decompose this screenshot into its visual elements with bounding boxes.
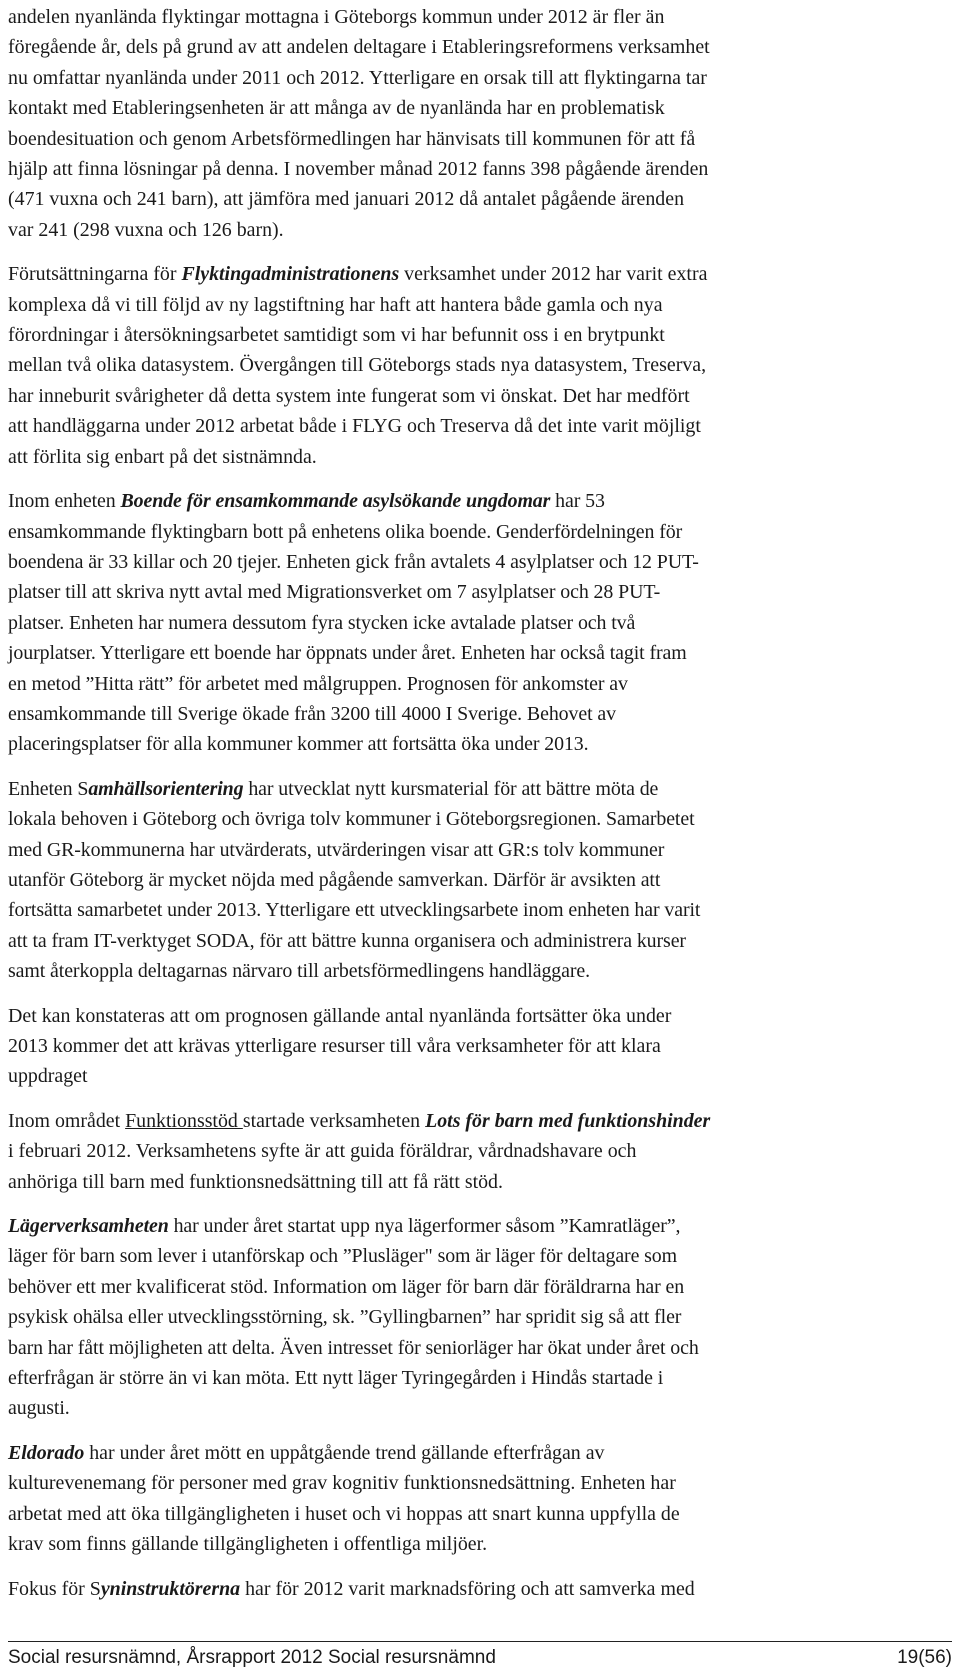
document-body: [8, 2, 952, 1618]
paragraph-text: har för 2012 varit marknadsföring och att samverka med: [240, 1577, 695, 1600]
paragraph-flyktingadministration: [8, 259, 952, 472]
unit-name-emphasis: Lots för barn med funktionshinder: [425, 1109, 711, 1132]
paragraph-prognos: [8, 1001, 952, 1092]
paragraph-text: Inom enheten: [8, 490, 121, 513]
paragraph-syninstruktorerna: [8, 1574, 952, 1604]
paragraph-text: har 53 ensamkommande flyktingbarn bott på enhetens olika boende. Genderfördelningen för boendena är 33 killar och 20 tjejer. Enheten gick från avtalets 4 asylplatser och 12 PUT- platser till att skriva nytt avtal med Migrationsverket om 7 asylplatser och 28 PUT- platser. Enheten har numera dessutom fyra stycken icke avtalade platser och två jourplatser. Ytterligare ett boende har öppnats under året. Enheten har också tagit fram en metod ”Hitta rätt” för arbetet med målgruppen. Prognosen för ankomster av ensamkommande till Sverige ökade från 3200 till 4000 I Sverige. Behovet av placeringsplatser för alla kommuner kommer att fortsätta öka under 2013.: [8, 490, 699, 756]
footer-page-number: 19(56): [897, 1647, 952, 1668]
paragraph-text: i februari 2012. Verksamhetens syfte är att guida föräldrar, vårdnadshavare och anhöriga till barn med funktionsnedsättning till att få rätt stöd.: [8, 1140, 637, 1193]
area-name-underlined: Funktionsstöd: [125, 1109, 243, 1132]
unit-name-emphasis: yninstruktörerna: [100, 1577, 241, 1600]
unit-name-emphasis: amhällsorientering: [88, 777, 244, 800]
paragraph-text: Förutsättningarna för: [8, 263, 182, 286]
paragraph-eldorado: [8, 1438, 952, 1560]
paragraph-etablering-text: andelen nyanlända flyktingar mottagna i Göteborgs kommun under 2012 är fler än föregående år, dels på grund av att andelen deltagare i Etableringsreformens verksamhet nu omfattar nyanlända under 2011 och 2012. Ytterligare en orsak till att flyktingarna tar kontakt med Etableringsenheten är att många av de nyanlända har en problematisk boendesituation och genom Arbetsförmedlingen har hänvisats till kommunen för att få hjälp att finna lösningar på denna. I november månad 2012 fanns 398 pågående ärenden (471 vuxna och 241 barn), att jämföra med januari 2012 då antalet pågående ärenden var 241 (298 vuxna och 126 barn).: [8, 6, 710, 241]
paragraph-text: startade verksamheten: [242, 1109, 426, 1132]
paragraph-text: har utvecklat nytt kursmaterial för att bättre möta de lokala behoven i Göteborg och övriga tolv kommuner i Göteborgsregionen. Samarbetet med GR-kommunerna har utvärderats, utvärderingen visar att GR:s tolv kommuner utanför Göteborg är mycket nöjda med pågående samverkan. Därför är avsikten att fortsätta samarbetet under 2013. Ytterligare ett utvecklingsarbete inom enheten har varit att ta fram IT-verktyget SODA, för att bättre kunna organisera och administrera kurser samt återkoppla deltagarnas närvaro till arbetsförmedlingens handläggare.: [8, 777, 701, 983]
paragraph-text: har under året mött en uppåtgående trend gällande efterfrågan av kulturevenemang för personer med grav kognitiv funktionsnedsättning. Enheten har arbetat med att öka tillgängligheten i huset och vi hoppas att snart kunna uppfylla de krav som finns gällande tillgängligheten i offentliga miljöer.: [8, 1441, 680, 1556]
paragraph-funktionsstod: [8, 1106, 952, 1197]
unit-name-emphasis: Flyktingadministrationens: [181, 263, 400, 286]
paragraph-boende-ensamkommande: [8, 486, 952, 760]
unit-name-emphasis: Eldorado: [8, 1441, 85, 1464]
footer-document-title: Social resursnämnd, Årsrapport 2012 Social resursnämnd: [8, 1647, 496, 1668]
unit-name-emphasis: Boende för ensamkommande asylsökande ungdomar: [120, 490, 551, 513]
paragraph-text: Inom området: [8, 1109, 126, 1132]
unit-name-emphasis: Lägerverksamheten: [8, 1215, 169, 1238]
paragraph-samhallsorientering: [8, 774, 952, 987]
paragraph-lagerverksamheten: [8, 1211, 952, 1424]
paragraph-text: har under året startat upp nya lägerformer såsom ”Kamratläger”, läger för barn som lever i utanförskap och ”Plusläger" som är läger för deltagare som behöver ett mer kvalificerat stöd. Information om läger för barn där föräldrarna har en psykisk ohälsa eller utvecklingsstörning, sk. ”Gyllingbarnen” har spridit sig så att fler barn har fått möjligheten att delta. Även intresset för seniorläger har ökat under året och efterfrågan är större än vi kan möta. Ett nytt läger Tyringegården i Hindås startade i augusti.: [8, 1215, 699, 1420]
paragraph-text: Fokus för S: [8, 1577, 101, 1600]
paragraph-text: Enheten S: [8, 777, 89, 800]
paragraph-text: Det kan konstateras att om prognosen gällande antal nyanlända fortsätter öka under 2013 kommer det att krävas ytterligare resurser till våra verksamheter för att klara uppdraget: [8, 1004, 672, 1088]
paragraph-etablering: [8, 2, 952, 245]
page-footer: [8, 1641, 952, 1670]
paragraph-text: verksamhet under 2012 har varit extra komplexa då vi till följd av ny lagstiftning har haft att hantera både gamla och nya förordningar i återsökningsarbetet samtidigt som vi har befunnit oss i en brytpunkt mellan två olika datasystem. Övergången till Göteborgs stads nya datasystem, Treserva, har inneburit svårigheter då detta system inte fungerat som vi önskat. Det har medfört att handläggarna under 2012 arbetat både i FLYG och Treserva då det inte varit möjligt att förlita sig enbart på det sistnämnda.: [8, 263, 708, 468]
